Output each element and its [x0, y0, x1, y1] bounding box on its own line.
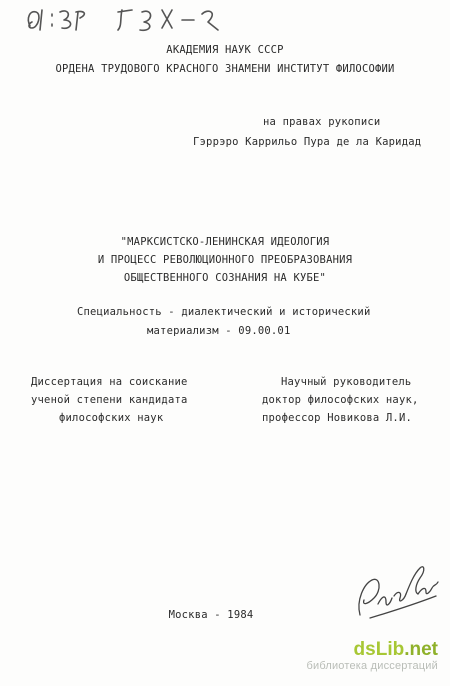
handwritten-archive-note — [22, 4, 252, 36]
supervisor-line-2: доктор философских наук, — [262, 394, 419, 406]
institution-academy: АКАДЕМИЯ НАУК СССР — [166, 44, 284, 56]
watermark-logo-lib: Lib — [375, 639, 405, 660]
title-line-2: И ПРОЦЕСС РЕВОЛЮЦИОННОГО ПРЕОБРАЗОВАНИЯ — [97, 254, 353, 266]
dissertation-line-1: Диссертация на соискание — [31, 376, 188, 388]
watermark-logo-net: .net — [404, 639, 438, 660]
dissertation-line-2: ученой степени кандидата — [31, 394, 188, 406]
title-line-3: ОБЩЕСТВЕННОГО СОЗНАНИЯ НА КУБЕ" — [123, 272, 327, 284]
supervisor-line-3: профессор Новикова Л.И. — [262, 412, 412, 424]
specialty-line-2: материализм - 09.00.01 — [147, 325, 291, 337]
watermark — [306, 640, 438, 673]
watermark-subtitle: библиотека диссертаций — [306, 660, 438, 672]
manuscript-rights-note: на правах рукописи — [263, 116, 381, 128]
specialty-line-1: Специальность - диалектический и исторический — [77, 306, 371, 318]
title-line-1: "МАРКСИСТСКО-ЛЕНИНСКАЯ ИДЕОЛОГИЯ — [120, 236, 330, 248]
supervisor-line-1: Научный руководитель — [281, 376, 412, 388]
institution-institute: ОРДЕНА ТРУДОВОГО КРАСНОГО ЗНАМЕНИ ИНСТИТУТ ФИЛОСОФИИ — [55, 63, 395, 75]
dissertation-line-3: философских наук — [59, 412, 164, 424]
watermark-logo[interactable] — [306, 640, 438, 660]
author-name: Гэррэро Каррильо Пура де ла Каридад — [193, 136, 422, 148]
watermark-logo-ds: ds — [353, 639, 376, 660]
city-year: Москва - 1984 — [168, 609, 254, 621]
